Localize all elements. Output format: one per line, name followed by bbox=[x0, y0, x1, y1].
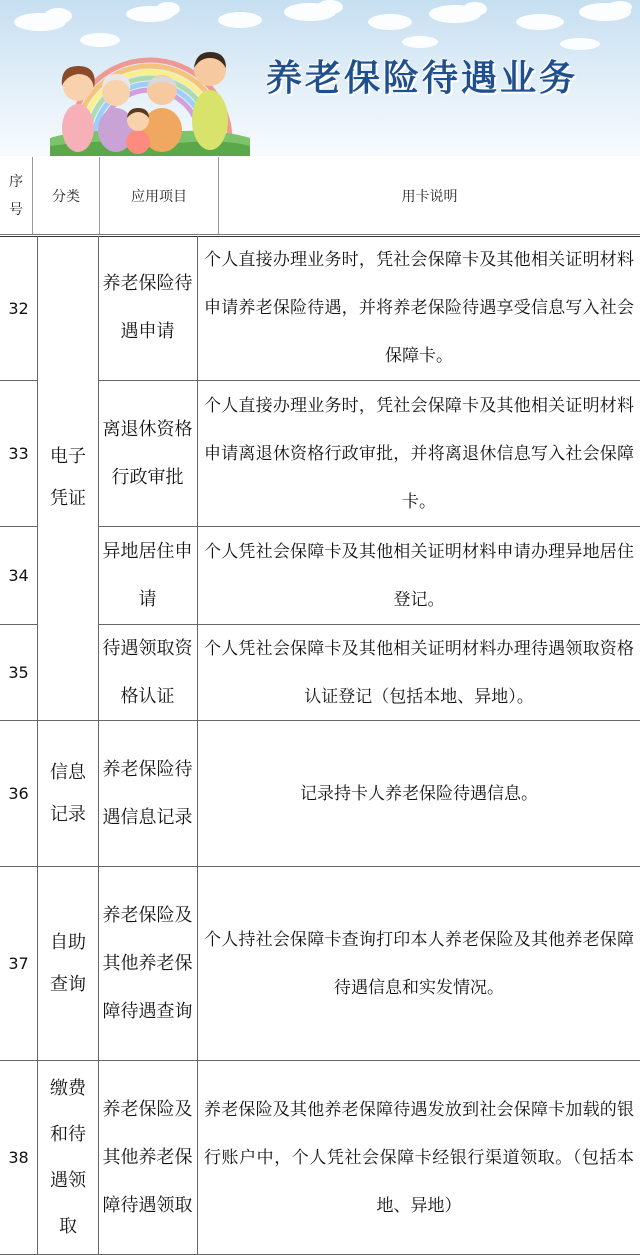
card-usage-description: 个人凭社会保障卡及其他相关证明材料申请办理异地居住登记。 bbox=[204, 541, 634, 610]
row-number: 38 bbox=[8, 1148, 29, 1167]
row-number: 36 bbox=[8, 784, 29, 803]
card-usage-description: 个人直接办理业务时，凭社会保障卡及其他相关证明材料申请离退休资格行政审批，并将离退休信息写入社会保障卡。 bbox=[204, 395, 634, 512]
banner bbox=[0, 0, 640, 156]
row-number: 32 bbox=[8, 298, 29, 318]
header-description: 用卡说明 bbox=[401, 188, 458, 205]
category-cell: 自助查询 bbox=[50, 931, 86, 995]
table-header bbox=[0, 157, 640, 235]
application-item: 离退休资格行政审批 bbox=[102, 418, 193, 488]
application-item: 养老保险及其他养老保障待遇查询 bbox=[102, 904, 193, 1022]
application-item: 养老保险待遇申请 bbox=[102, 273, 193, 342]
card-usage-description: 个人持社会保障卡查询打印本人养老保险及其他养老保障待遇信息和实发情况。 bbox=[204, 929, 634, 998]
category-cell: 缴费和待遇领取 bbox=[50, 1077, 86, 1237]
family-illustration bbox=[50, 30, 250, 156]
header-divider bbox=[218, 157, 219, 234]
row-number: 37 bbox=[8, 954, 29, 973]
header-seq bbox=[0, 157, 32, 234]
page-title: 养老保险待遇业务 bbox=[266, 57, 579, 99]
card-usage-description: 记录持卡人养老保险待遇信息。 bbox=[300, 783, 538, 804]
card-usage-description: 个人直接办理业务时，凭社会保障卡及其他相关证明材料申请养老保险待遇，并将养老保险待遇享受信息写入社会保障卡。 bbox=[204, 250, 634, 366]
application-item: 异地居住申请 bbox=[102, 540, 193, 610]
application-item: 养老保险及其他养老保障待遇领取 bbox=[102, 1098, 193, 1216]
category-cell: 电子凭证 bbox=[50, 446, 86, 509]
card-usage-description: 个人凭社会保障卡及其他相关证明材料办理待遇领取资格认证登记（包括本地、异地）。 bbox=[204, 638, 634, 707]
application-item: 养老保险待遇信息记录 bbox=[102, 758, 193, 828]
header-divider bbox=[99, 157, 100, 234]
header-seq-label: 序号 bbox=[9, 173, 23, 218]
header-category: 分类 bbox=[52, 188, 80, 205]
category-cell: 信息记录 bbox=[50, 761, 86, 825]
row-number: 35 bbox=[8, 663, 29, 682]
row-number: 34 bbox=[8, 566, 29, 585]
application-item: 待遇领取资格认证 bbox=[102, 637, 193, 707]
header-application: 应用项目 bbox=[131, 188, 187, 205]
card-usage-description: 养老保险及其他养老保障待遇发放到社会保障卡加载的银行账户中，个人凭社会保障卡经银行渠道领取。（包括本地、异地） bbox=[204, 1099, 634, 1216]
benefits-table bbox=[0, 236, 640, 1255]
row-number: 33 bbox=[8, 444, 29, 463]
header-divider bbox=[32, 157, 33, 234]
